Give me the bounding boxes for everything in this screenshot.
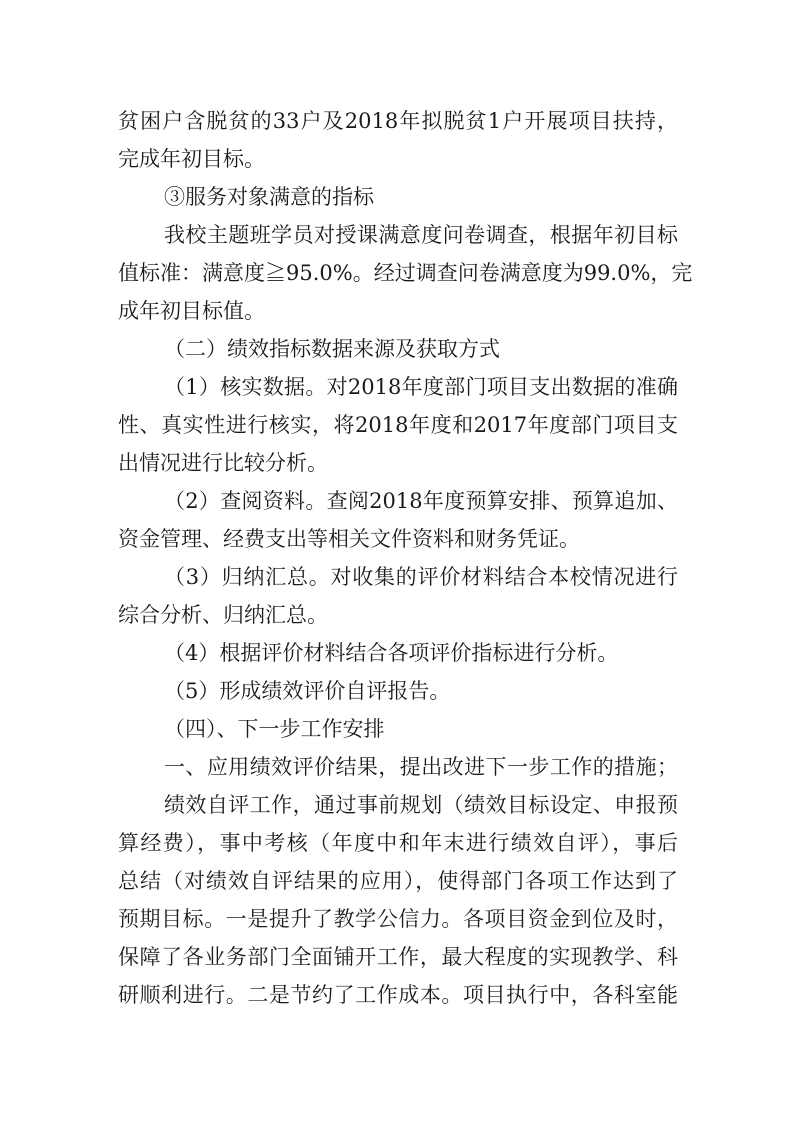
body-text-line: 值标准：满意度≧95.0%。经过调查问卷满意度为99.0%，完: [118, 261, 693, 285]
body-text-line: 算经费），事中考核（年度中和年末进行绩效自评），事后: [118, 831, 678, 855]
body-text-line: 我校主题班学员对授课满意度问卷调查，根据年初目标: [164, 223, 678, 247]
body-text-line: （4）根据评价材料结合各项评价指标进行分析。: [164, 641, 619, 665]
body-text-line: 资金管理、经费支出等相关文件资料和财务凭证。: [118, 527, 580, 551]
body-text-line: （2）查阅资料。查阅2018年度预算安排、预算追加、: [164, 489, 678, 513]
body-text-line: 总结（对绩效自评结果的应用），使得部门各项工作达到了: [118, 869, 678, 893]
body-text-line: 研顺利进行。二是节约了工作成本。项目执行中，各科室能: [118, 983, 678, 1007]
body-text-line: 预期目标。一是提升了教学公信力。各项目资金到位及时，: [118, 907, 678, 931]
body-text-line: 成年初目标值。: [118, 299, 265, 323]
body-text-line: 一、应用绩效评价结果，提出改进下一步工作的措施；: [164, 755, 678, 779]
body-text-line: 绩效自评工作，通过事前规划（绩效目标设定、申报预: [164, 793, 678, 817]
body-text-line: 完成年初目标。: [118, 147, 265, 171]
body-text-line: 贫困户含脱贫的33户及2018年拟脱贫1户开展项目扶持，: [118, 109, 678, 133]
body-text-line: （5）形成绩效评价自评报告。: [164, 679, 451, 703]
section-heading: （二）绩效指标数据来源及获取方式: [164, 337, 500, 361]
body-text-line: 保障了各业务部门全面铺开工作，最大程度的实现教学、科: [118, 945, 678, 969]
body-text-line: 出情况进行比较分析。: [118, 451, 328, 475]
body-text-line: （3）归纳汇总。对收集的评价材料结合本校情况进行: [164, 565, 678, 589]
body-text-line: 综合分析、归纳汇总。: [118, 603, 328, 627]
section-heading: ③服务对象满意的指标: [164, 185, 374, 209]
body-text-line: （1）核实数据。对2018年度部门项目支出数据的准确: [164, 375, 678, 399]
body-text-line: 性、真实性进行核实，将2018年度和2017年度部门项目支: [118, 413, 678, 437]
section-heading: （四）、下一步工作安排: [164, 717, 385, 741]
